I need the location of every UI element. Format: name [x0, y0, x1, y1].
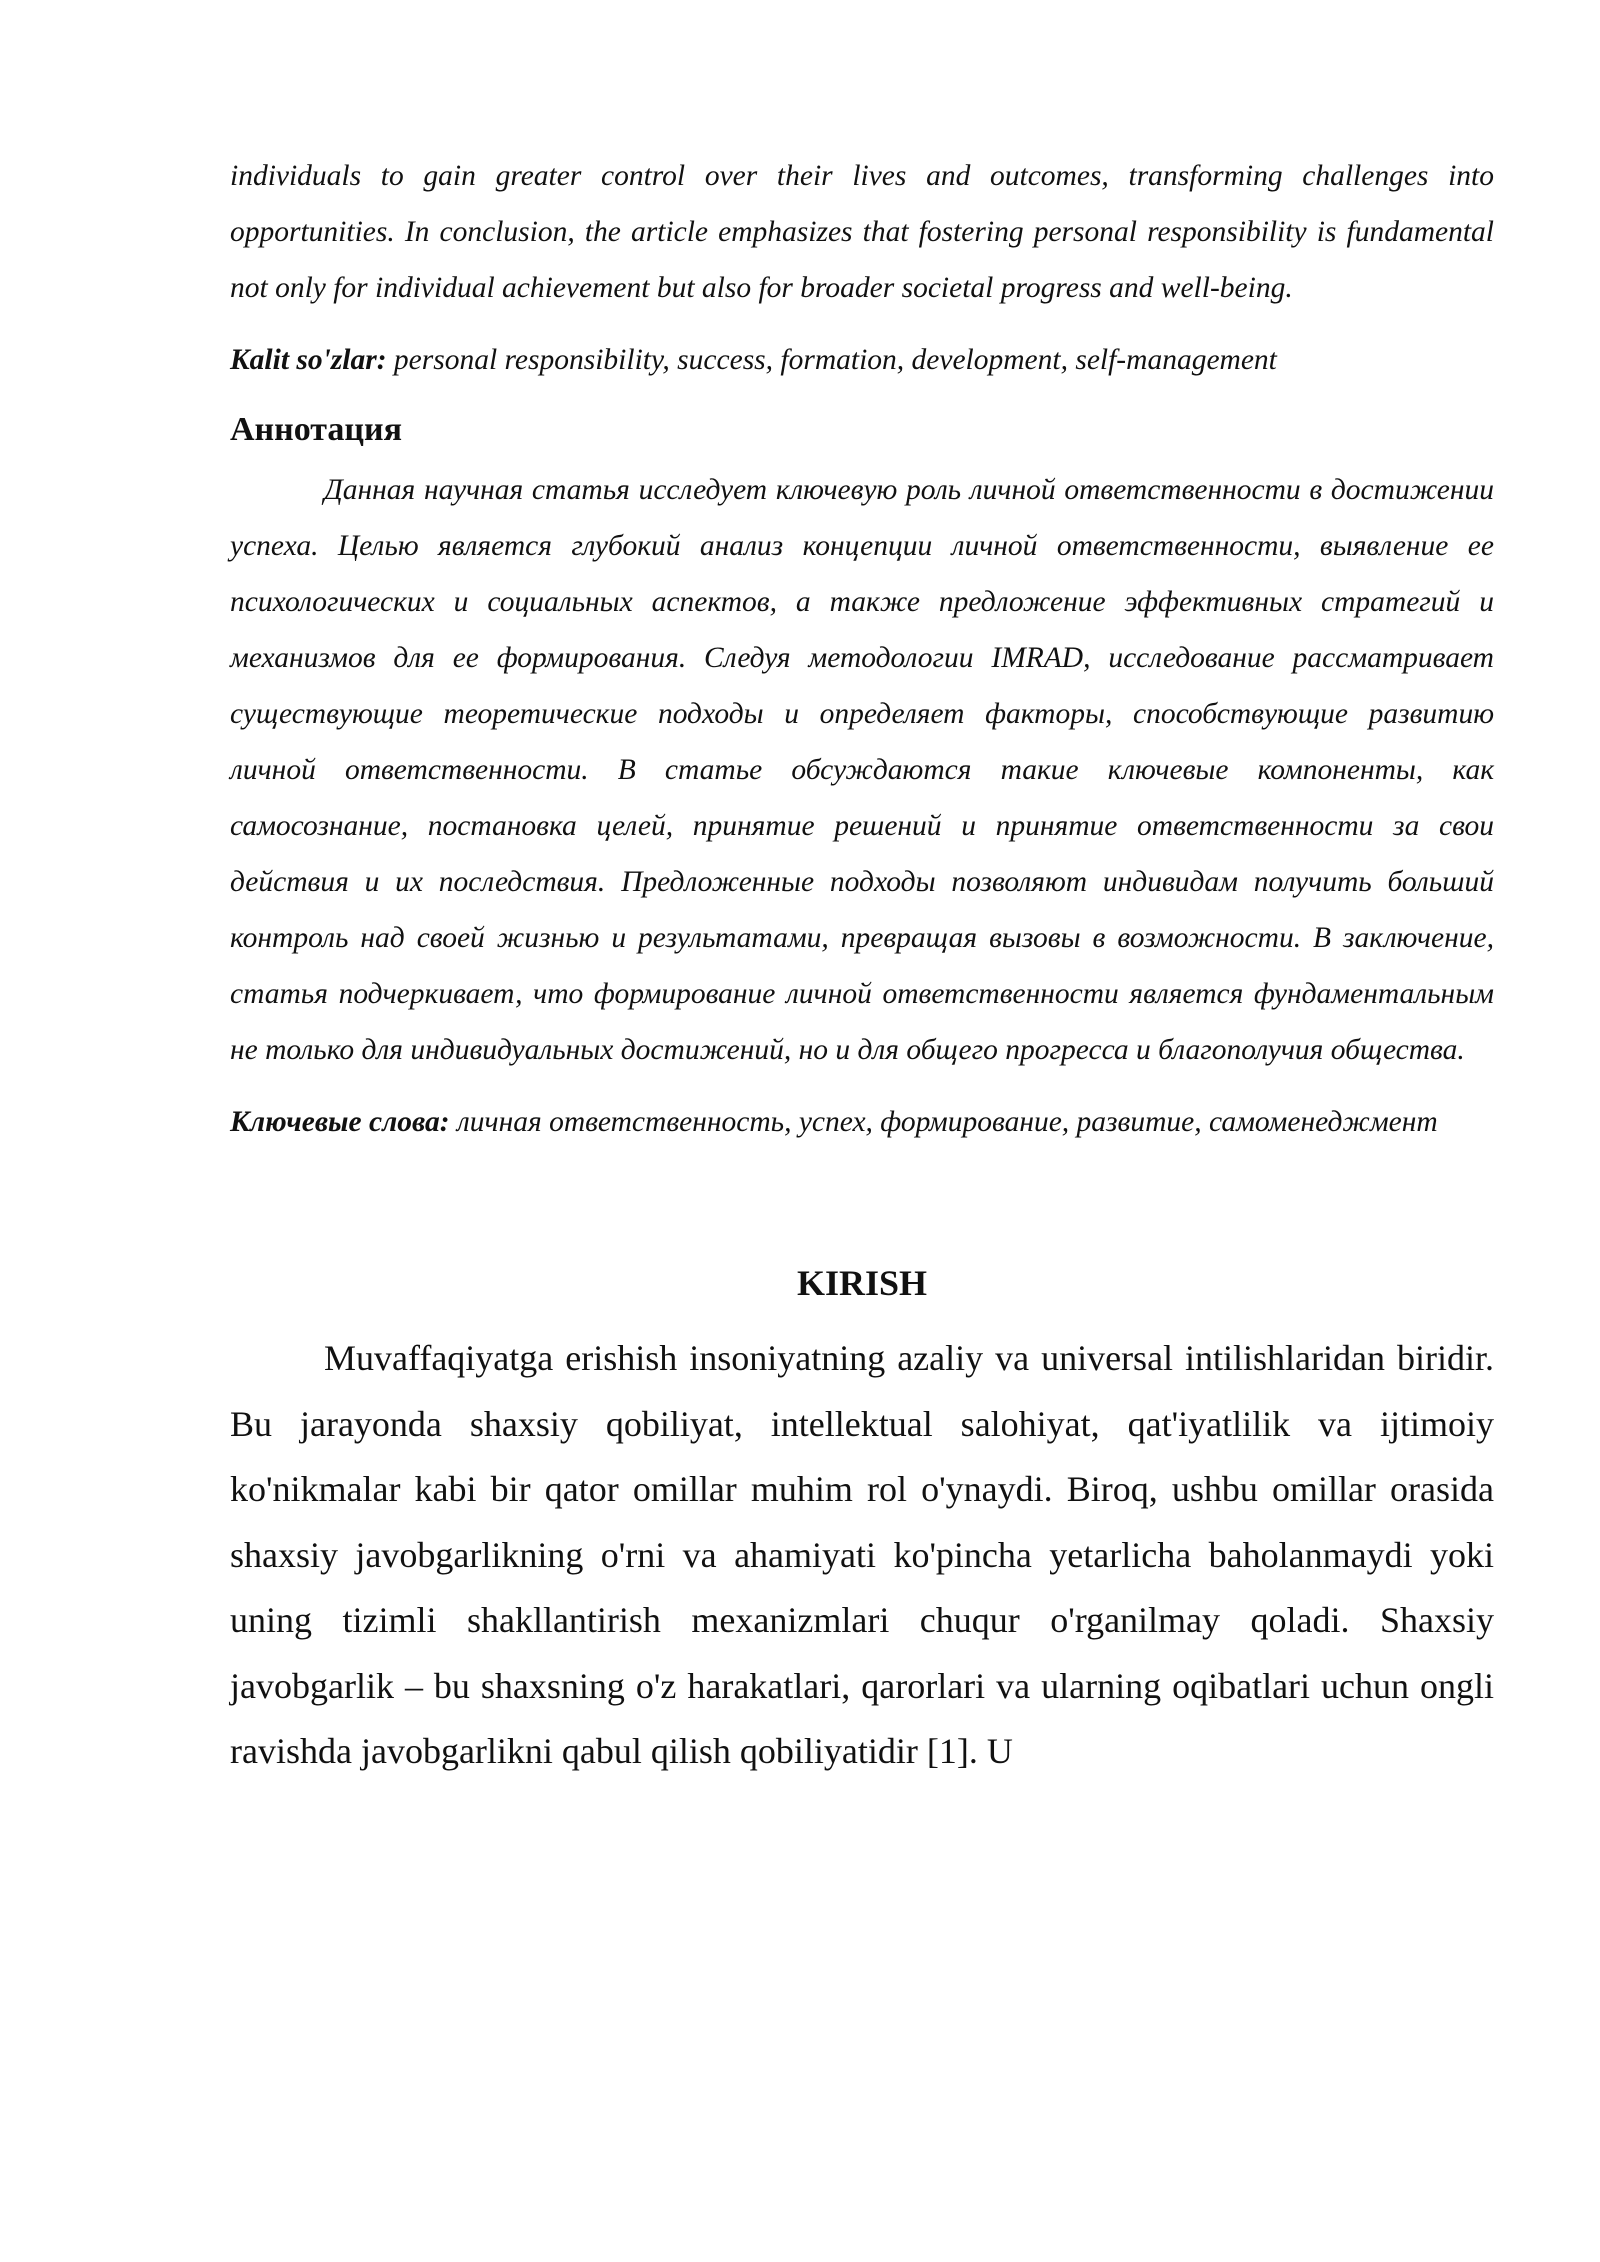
document-page — [230, 148, 1494, 1785]
english-keywords-label: Kalit so'zlar: — [230, 344, 387, 376]
russian-abstract-text: Данная научная статья исследует ключевую роль личной ответственности в достижении успеха. Целью является глубокий анализ концепции личной ответственности, выявление ее психологических и социальных аспектов, а также предложение эффективных стратегий и механизмов для ее формирования. Следуя методологии IMRAD, исследование рассматривает существующие теоретические подходы и определяет факторы, способствующие развитию личной ответственности. В статье обсуждаются такие ключевые компоненты, как самосознание, постановка целей, принятие решений и принятие ответственности за свои действия и их последствия. Предложенные подходы позволяют индивидам получить больший контроль над своей жизнью и результатами, превращая вызовы в возможности. В заключение, статья подчеркивает, что формирование личной ответственности является фундаментальным не только для индивидуальных достижений, но и для общего прогресса и благополучия общества. — [230, 474, 1494, 1066]
russian-keywords — [230, 1094, 1494, 1150]
introduction-heading: KIRISH — [796, 1263, 928, 1303]
russian-keywords-value: личная ответственность, успех, формирование, развитие, самоменеджмент — [456, 1106, 1438, 1138]
english-keywords — [230, 332, 1494, 388]
introduction-body-text: Muvaffaqiyatga erishish insoniyatning azaliy va universal intilishlaridan biridir. Bu jarayonda shaxsiy qobiliyat, intellektual salohiyat, qat'iyatlilik va ijtimoiy ko'nikmalar kabi bir qator omillar muhim rol o'ynaydi. Biroq, ushbu omillar orasida shaxsiy javobgarlikning o'rni va ahamiyati ko'pincha yetarlicha baholanmaydi yoki uning tizimli shakllantirish mexanizmlari chuqur o'rganilmay qoladi. Shaxsiy javobgarlik – bu shaxsning o'z harakatlari, qarorlari va ularning oqibatlari uchun ongli ravishda javobgarlikni qabul qilish qobiliyatidir [1]. U — [230, 1338, 1494, 1771]
english-keywords-value: personal responsibility, success, formation, development, self-management — [393, 344, 1277, 376]
english-abstract-text: individuals to gain greater control over their lives and outcomes, transforming challenges into opportunities. In conclusion, the article emphasizes that fostering personal responsibility is fundamental not only for individual achievement but also for broader societal progress and well-being. — [230, 160, 1494, 304]
russian-keywords-label: Ключевые слова: — [230, 1106, 450, 1138]
russian-abstract-heading: Аннотация — [230, 411, 402, 448]
